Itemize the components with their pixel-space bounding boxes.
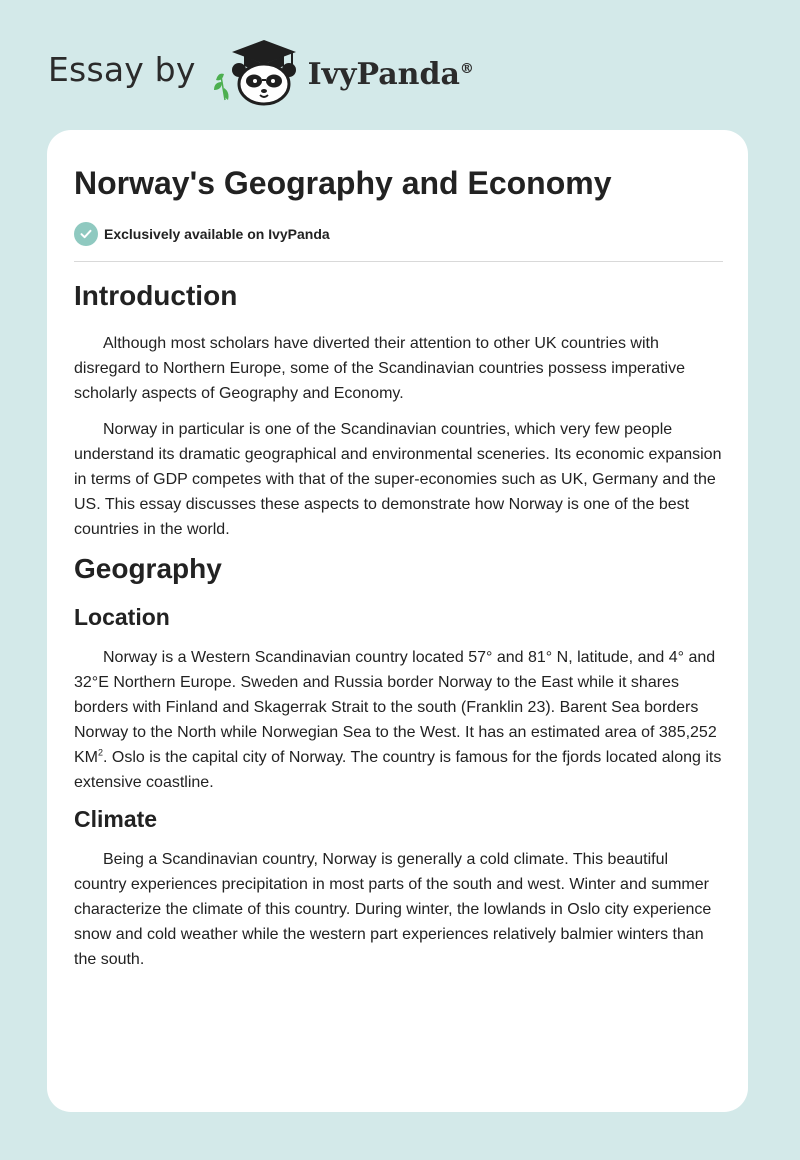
brand-name (308, 57, 474, 92)
panda-logo-icon[interactable] (210, 36, 302, 108)
superscript: 2 (98, 747, 104, 758)
location-text-b: . Oslo is the capital city of Norway. The country is famous for the fjords located along its extensive coastline. (74, 749, 722, 791)
brand-name-text: IvyPanda (307, 56, 460, 92)
essay-body (74, 280, 722, 983)
paragraph: Although most scholars have diverted their attention to other UK countries with disregard to Northern Europe, some of the Scandinavian countries possess imperative scholarly aspects of Geography and Economy. (74, 335, 685, 402)
page-title: Norway's Geography and Economy (74, 165, 612, 201)
brand-prefix: Essay by (48, 49, 196, 89)
paragraph: Norway in particular is one of the Scandinavian countries, which very few people understand its dramatic geographical and environmental sceneries. Its economic expansion in terms of GDP competes with that of the super-economies such as UK, Germany and the US. This essay discusses these aspects to demonstrate how Norway is one of the best countries in the world. (74, 421, 722, 538)
check-icon (74, 222, 98, 246)
paragraph: Being a Scandinavian country, Norway is generally a cold climate. This beautiful country experiences precipitation in most parts of the south and west. Winter and summer characterize the climate of this country. During winter, the lowlands in Oslo city experience snow and cold weather while the western part experiences relatively balmier winters than the south. (74, 851, 712, 968)
section-heading-introduction: Introduction (74, 280, 238, 311)
title-divider (74, 261, 723, 262)
exclusive-label: Exclusively available on IvyPanda (104, 226, 330, 242)
brand-header (48, 36, 474, 108)
exclusive-badge (74, 222, 330, 246)
brand-registered-mark: ® (459, 60, 474, 77)
subsection-heading-climate: Climate (74, 806, 158, 832)
essay-card (47, 130, 748, 1112)
paragraph (74, 645, 722, 795)
subsection-heading-location: Location (74, 604, 170, 630)
section-heading-geography: Geography (74, 553, 222, 584)
location-text-a: Norway is a Western Scandinavian country located 57° and 81° N, latitude, and 4° and 32°E Northern Europe. Sweden and Russia border Norway to the East while it shares borders with Finland and Skagerrak Strait to the south (Franklin 23). Barent Sea borders Norway to the North while Norwegian Sea to the West. It has an estimated area of 385,252 KM (74, 649, 717, 766)
